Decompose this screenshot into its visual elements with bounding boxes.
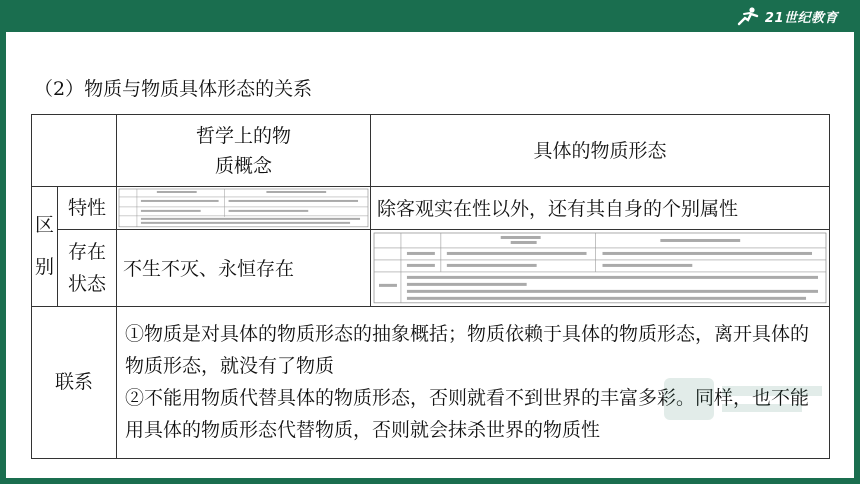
embedded-table-thumbnail xyxy=(117,187,370,229)
header-empty-cell xyxy=(32,115,117,187)
top-banner xyxy=(0,0,860,32)
state-philosophical-text: 不生不灭、永恒存在 xyxy=(117,229,371,306)
connection-point-1: ①物质是对具体的物质形态的抽象概括；物质依赖于具体的物质形态，离开具体的物质形态，就没有了物质 xyxy=(125,323,810,378)
row2-label-line2: 状态 xyxy=(67,272,106,295)
right-border xyxy=(854,32,860,484)
left-border xyxy=(0,32,6,484)
embedded-table-thumbnail-2 xyxy=(371,230,829,306)
thumbnail-cell-2 xyxy=(371,229,830,306)
row2-label-line1: 存在 xyxy=(67,240,106,263)
header-col1-line2: 质概念 xyxy=(214,154,272,177)
header-concrete-forms: 具体的物质形态 xyxy=(371,115,830,187)
logo-text: 21世纪教育 xyxy=(764,10,838,26)
thumbnail-cell-1 xyxy=(117,187,371,230)
runner-icon xyxy=(735,6,761,26)
header-philosophical-matter xyxy=(117,115,371,187)
row-label-property: 特性 xyxy=(58,187,117,230)
connection-point-2: ②不能用物质代替具体的物质形态，否则就看不到世界的丰富多彩。同样，也不能用具体的物质形态代替物质，否则就会抹杀世界的物质性 xyxy=(125,387,810,442)
row-label-connection: 联系 xyxy=(32,306,117,458)
bottom-border xyxy=(0,478,860,484)
row-label-state xyxy=(58,229,117,306)
watermark-logo xyxy=(660,372,830,426)
property-concrete-text: 除客观实在性以外，还有其自身的个别属性 xyxy=(371,187,830,230)
section-heading: （2）物质与物质具体形态的关系 xyxy=(34,78,313,100)
qubie-label xyxy=(32,187,58,307)
header-col1-line1: 哲学上的物 xyxy=(195,124,291,147)
brand-logo xyxy=(735,5,838,27)
qubie-line2: 别 xyxy=(34,256,54,279)
qubie-line1: 区 xyxy=(34,214,54,237)
